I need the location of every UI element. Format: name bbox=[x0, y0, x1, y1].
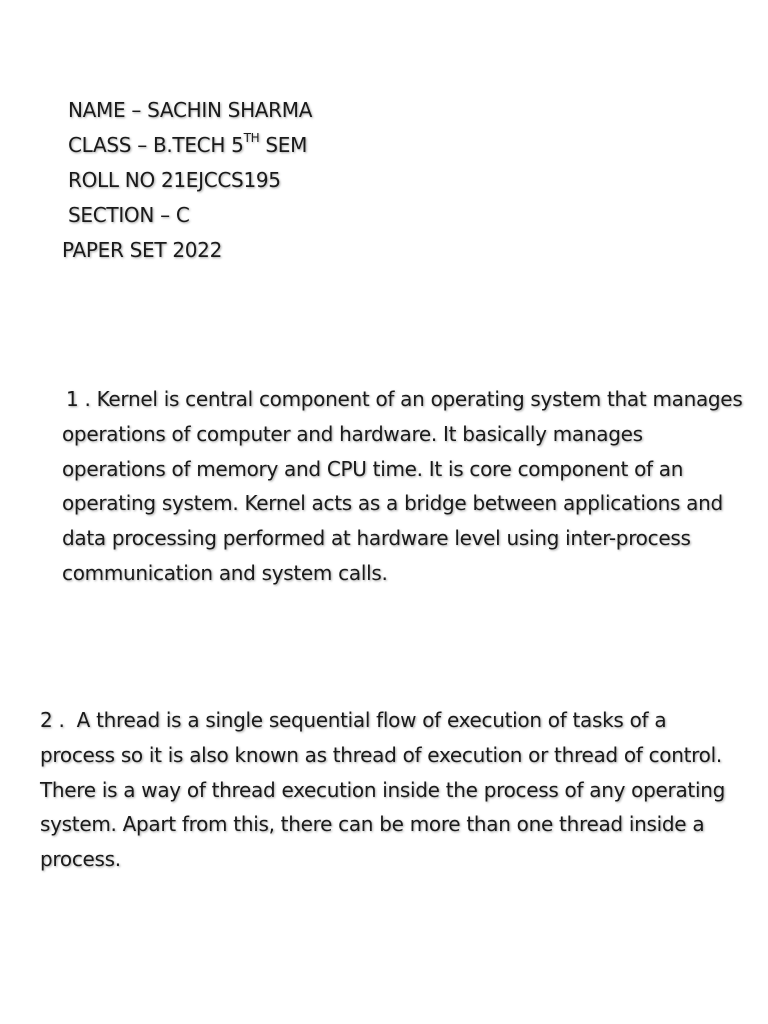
answer-2 bbox=[40, 703, 760, 877]
answer-number: 2 . bbox=[40, 708, 65, 732]
answer-line: There is a way of thread execution inside the process of any operating bbox=[40, 777, 725, 802]
student-name: NAME – SACHIN SHARMA bbox=[68, 98, 313, 122]
student-class bbox=[68, 132, 307, 158]
answer-line: process. bbox=[40, 847, 121, 872]
answer-number: 1 . bbox=[66, 387, 91, 411]
answer-line: data processing performed at hardware level using inter-process bbox=[62, 526, 691, 551]
answer-1 bbox=[62, 382, 762, 591]
class-text: CLASS – B.TECH 5 bbox=[68, 133, 244, 157]
answer-text: A thread is a single sequential flow of execution of tasks of a bbox=[76, 708, 667, 732]
paper-set: PAPER SET 2022 bbox=[62, 238, 223, 262]
answer-line: process so it is also known as thread of execution or thread of control. bbox=[40, 742, 722, 767]
section: SECTION – C bbox=[68, 203, 190, 227]
answer-line bbox=[62, 382, 762, 417]
answer-line: operations of memory and CPU time. It is core component of an bbox=[62, 456, 684, 481]
roll-number: ROLL NO 21EJCCS195 bbox=[68, 168, 281, 192]
answer-text: Kernel is central component of an operating system that manages bbox=[96, 387, 743, 411]
class-suffix: SEM bbox=[259, 133, 308, 157]
answer-line: operating system. Kernel acts as a bridge between applications and bbox=[62, 491, 723, 516]
answer-line bbox=[40, 703, 760, 738]
answer-line: system. Apart from this, there can be more than one thread inside a bbox=[40, 812, 705, 837]
class-superscript: TH bbox=[243, 131, 260, 146]
answer-line: communication and system calls. bbox=[62, 560, 388, 585]
answer-line: operations of computer and hardware. It basically manages bbox=[62, 421, 643, 446]
